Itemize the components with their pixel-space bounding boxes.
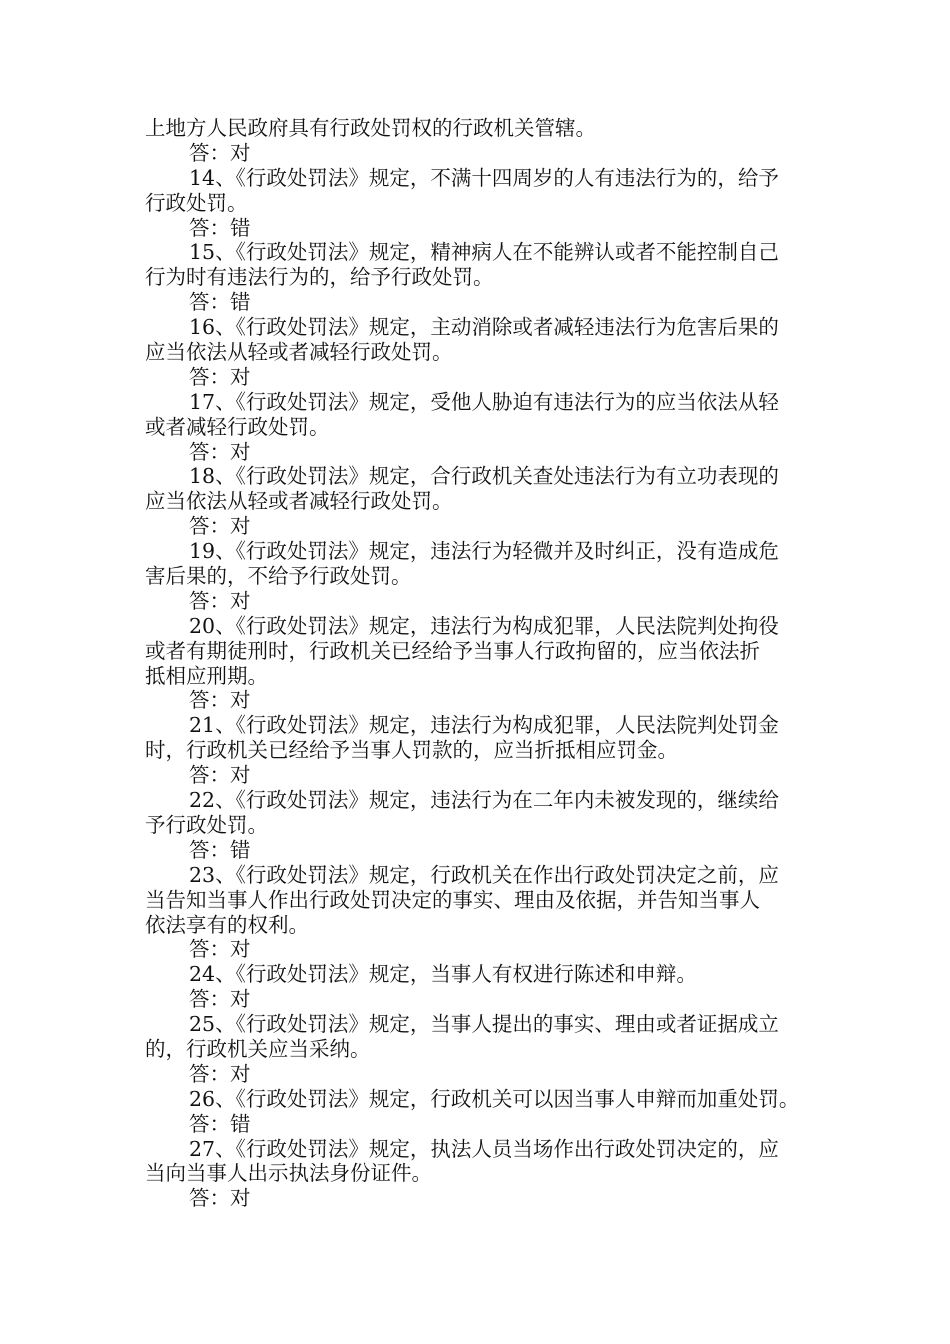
text-line: 上地方人民政府具有行政处罚权的行政机关管辖。 bbox=[145, 116, 596, 140]
answer-line: 答：错 bbox=[189, 215, 251, 240]
text-line: 17、《行政处罚法》规定，受他人胁迫有违法行为的应当依法从轻 bbox=[189, 389, 779, 414]
text-line: 应当依法从轻或者减轻行政处罚。 bbox=[145, 489, 453, 514]
answer-line: 答：对 bbox=[189, 1186, 251, 1211]
text-line: 行政处罚。 bbox=[145, 190, 248, 215]
document-body bbox=[145, 116, 815, 1211]
answer-line: 答：对 bbox=[189, 1061, 251, 1086]
answer-line: 答：对 bbox=[189, 514, 251, 539]
text-line: 当向当事人出示执法身份证件。 bbox=[145, 1161, 432, 1186]
text-line: 予行政处罚。 bbox=[145, 812, 268, 837]
text-line: 16、《行政处罚法》规定，主动消除或者减轻违法行为危害后果的 bbox=[189, 315, 779, 340]
answer-line: 答：错 bbox=[189, 837, 251, 862]
text-line: 18、《行政处罚法》规定，合行政机关查处违法行为有立功表现的 bbox=[189, 464, 779, 489]
answer-line: 答：错 bbox=[189, 290, 251, 315]
answer-line: 答：对 bbox=[189, 439, 251, 464]
answer-line: 答：错 bbox=[189, 1111, 251, 1136]
text-line: 20、《行政处罚法》规定，违法行为构成犯罪，人民法院判处拘役 bbox=[189, 613, 779, 638]
answer-line: 答：对 bbox=[189, 364, 251, 389]
answer-line: 答：对 bbox=[189, 987, 251, 1012]
text-line: 14、《行政处罚法》规定，不满十四周岁的人有违法行为的，给予 bbox=[189, 165, 779, 190]
text-line: 15、《行政处罚法》规定，精神病人在不能辨认或者不能控制自己 bbox=[189, 240, 779, 265]
text-line: 23、《行政处罚法》规定，行政机关在作出行政处罚决定之前，应 bbox=[189, 862, 779, 887]
text-line: 19、《行政处罚法》规定，违法行为轻微并及时纠正，没有造成危 bbox=[189, 539, 779, 564]
text-line: 24、《行政处罚法》规定，当事人有权进行陈述和申辩。 bbox=[189, 962, 697, 987]
text-line: 时，行政机关已经给予当事人罚款的，应当折抵相应罚金。 bbox=[145, 738, 678, 763]
text-line: 或者有期徒刑时，行政机关已经给予当事人行政拘留的，应当依法折 bbox=[145, 638, 760, 663]
text-line: 应当依法从轻或者减轻行政处罚。 bbox=[145, 340, 453, 365]
answer-line: 答：对 bbox=[189, 688, 251, 713]
text-line: 当告知当事人作出行政处罚决定的事实、理由及依据，并告知当事人 bbox=[145, 887, 760, 912]
text-line: 27、《行政处罚法》规定，执法人员当场作出行政处罚决定的，应 bbox=[189, 1136, 779, 1161]
text-line: 22、《行政处罚法》规定，违法行为在二年内未被发现的，继续给 bbox=[189, 788, 779, 813]
text-line: 行为时有违法行为的，给予行政处罚。 bbox=[145, 265, 494, 290]
answer-line: 答：对 bbox=[189, 140, 251, 165]
text-line: 依法享有的权利。 bbox=[145, 912, 309, 937]
text-line: 害后果的，不给予行政处罚。 bbox=[145, 564, 412, 589]
answer-line: 答：对 bbox=[189, 937, 251, 962]
text-line: 25、《行政处罚法》规定，当事人提出的事实、理由或者证据成立 bbox=[189, 1012, 779, 1037]
text-line: 26、《行政处罚法》规定，行政机关可以因当事人申辩而加重处罚。 bbox=[189, 1086, 800, 1111]
answer-line: 答：对 bbox=[189, 763, 251, 788]
text-line: 或者减轻行政处罚。 bbox=[145, 414, 330, 439]
text-line: 的，行政机关应当采纳。 bbox=[145, 1036, 371, 1061]
answer-line: 答：对 bbox=[189, 588, 251, 613]
text-line: 21、《行政处罚法》规定，违法行为构成犯罪，人民法院判处罚金 bbox=[189, 713, 779, 738]
text-line: 抵相应刑期。 bbox=[145, 663, 268, 688]
